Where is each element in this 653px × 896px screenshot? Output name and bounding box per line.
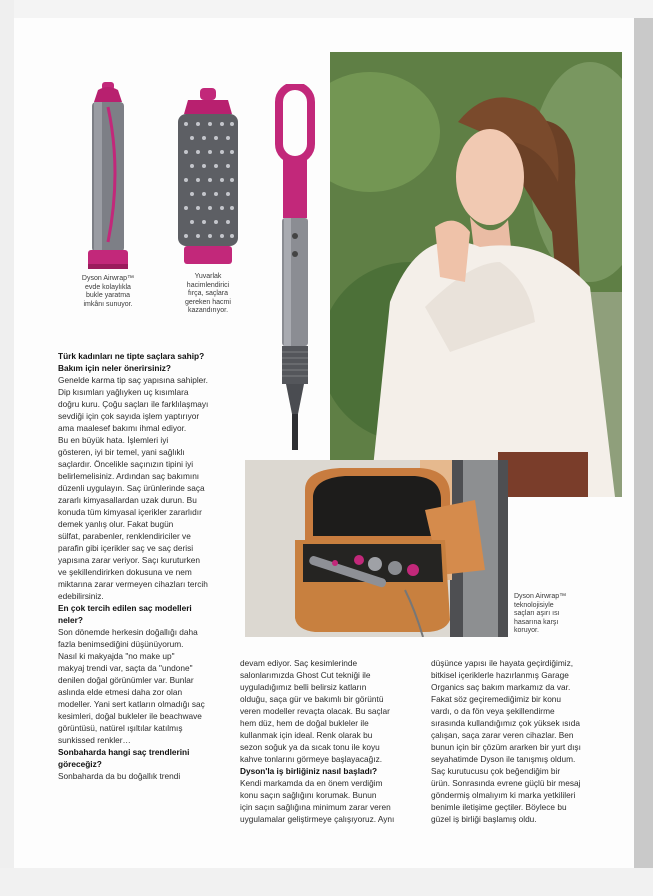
question-heading-line: neler?	[58, 615, 83, 625]
body-text-line: konu saçın sağlığını korumak. Bunun	[240, 790, 377, 800]
body-text-line: Kendi markamda da en önem verdiğim	[240, 778, 383, 788]
body-text-line: Son dönemde herkesin doğallığı daha	[58, 627, 198, 637]
body-text-line: olduğu, saça gür ve bakımlı bir görüntü	[240, 694, 384, 704]
body-text-line: uyguladığımız belli belirsiz katların	[240, 682, 367, 692]
question-heading-line: Sonbaharda hangi saç trendlerini	[58, 747, 190, 757]
body-text-line: uygulamalar geliştirmeye çalışıyoruz. Aynı	[240, 814, 395, 824]
body-text-line: için saçın sağlığına minimum zarar veren	[240, 802, 391, 812]
round-brush-image	[170, 88, 246, 268]
airwrap-caption: Dyson Airwrap™ evde kolaylıkla bukle yaratma imkânı sunuyor.	[81, 275, 135, 308]
body-text-line: konuda tüm kimyasal içerikler zararlıdır	[58, 507, 202, 517]
body-text-line: gösteren, iyi bir temel, yani sağlıklı	[58, 447, 185, 457]
body-text-line: denilen doğal görünümler var. Bunlar	[58, 675, 194, 685]
airwrap-barrel-image	[78, 82, 138, 272]
model-photo	[330, 52, 622, 497]
body-text-line: benimle iletişime geçtiler. Böylece bu	[431, 802, 567, 812]
body-text-line: düşünce yapısı ile hayata geçirdiğimiz,	[431, 658, 574, 668]
body-text-line: kesimleri, doğal bukleler ile beachwave	[58, 711, 202, 721]
body-text-line: seyahatimde Dyson ile tanışmış oldum.	[431, 754, 576, 764]
body-text-line: edebilirsiniz.	[58, 591, 104, 601]
question-heading-line: Dyson'la iş birliğiniz nasıl başladı?	[240, 766, 378, 776]
body-text-line: makyaj trendi var, saçta da "undone"	[58, 663, 193, 673]
question-heading-line: göreceğiz?	[58, 759, 102, 769]
body-text-line: düzenli uygulayın. Saç ürünlerinde saça	[58, 483, 205, 493]
body-text-line: kullanmak için ideal. Renk olarak bu	[240, 730, 373, 740]
body-text-line: güzel iş birliği başlamış oldu.	[431, 814, 537, 824]
body-text-line: Dip kısımları yağlıyken uç kısımlara	[58, 387, 189, 397]
body-text-line: göndermiş olmalıyım ki marka yetkilileri	[431, 790, 576, 800]
body-text-line: Organics saç bakım markamız da var.	[431, 682, 571, 692]
body-text-line: doğru kuru. Çoğu saçları ile farklılaşmayı	[58, 399, 209, 409]
body-text-line: sevdiği için çok sayıda işlem yaptırıyor	[58, 411, 200, 421]
body-text-line: kahve tonlarını görmeye başlayacağız.	[240, 754, 383, 764]
article-column-2	[240, 657, 420, 825]
body-text-line: Bu en büyük hata. İşlemleri iyi	[58, 435, 169, 445]
body-text-line: hem düz, hem de doğal bukleler ile	[240, 718, 369, 728]
body-text-line: belirlemelisiniz. Ardından saç bakımını	[58, 471, 200, 481]
body-text-line: sülfat, parabenler, renklendiriciler ve	[58, 531, 191, 541]
body-text-line: ama maalesef bakımı ihmal ediyor.	[58, 423, 187, 433]
scan-left-margin	[0, 0, 14, 896]
airwrap-case-photo	[245, 460, 508, 637]
brush-caption: Yuvarlak hacimlendirici fırça, saçlara gereken hacmi kazandırıyor.	[185, 273, 231, 314]
scan-bottom-margin	[0, 868, 653, 896]
body-text-line: bunun için bir çözüm ararken bir yurt dışı	[431, 742, 581, 752]
body-text-line: Fakat söz geçiremediğimiz bir konu	[431, 694, 562, 704]
body-text-line: sırasında kullandığımız çok yüksek ısıda	[431, 718, 580, 728]
body-text-line: saçlardır. Öncelikle saçınızın tipini iyi	[58, 459, 194, 469]
body-text-line: Genelde karma tip saç yapısına sahipler.	[58, 375, 208, 385]
airwrap-handle-image	[272, 84, 318, 454]
body-text-line: sezon soğuk ya da sıcak tonu ile koyu	[240, 742, 380, 752]
body-text-line: aslında elde etmesi daha zor olan	[58, 687, 183, 697]
body-text-line: çalışan, saça zarar veren cihazlar. Ben	[431, 730, 574, 740]
body-text-line: zararlı kimyasallardan uzak durun. Bu	[58, 495, 197, 505]
article-column-3	[431, 657, 621, 825]
body-text-line: ürün. Sonrasında evrene güçlü bir mesaj	[431, 778, 581, 788]
body-text-line: salonlarımızda Ghost Cut tekniği ile	[240, 670, 371, 680]
body-text-line: veren modeller revaçta olacak. Bu saçlar	[240, 706, 390, 716]
body-text-line: miktarına zarar vermeyen cihazları tercih	[58, 579, 208, 589]
body-text-line: demek yanlış olur. Fakat bugün	[58, 519, 174, 529]
body-text-line: modeller. Yani sert katların olmadığı saç	[58, 699, 205, 709]
body-text-line: Sonbaharda da bu doğallık trendi	[58, 771, 181, 781]
body-text-line: görüntüsü, natürel ışıltılar katılmış	[58, 723, 183, 733]
scan-top-margin	[0, 0, 653, 18]
body-text-line: devam ediyor. Saç kesimlerinde	[240, 658, 358, 668]
body-text-line: vardı, o da fön veya şekillendirme	[431, 706, 555, 716]
question-heading-line: Bakım için neler önerirsiniz?	[58, 363, 171, 373]
article-column-1	[58, 350, 243, 782]
body-text-line: Saç kurutucusu çok beğendiğim bir	[431, 766, 561, 776]
body-text-line: sunkissed renkler…	[58, 735, 131, 745]
body-text-line: bitkisel içeriklerle hazırlanmış Garage	[431, 670, 569, 680]
body-text-line: ve şekillendirirken dokusuna ve nem	[58, 567, 192, 577]
question-heading-line: Türk kadınları ne tipte saçlara sahip?	[58, 351, 205, 361]
body-text-line: Nasıl ki makyajda "no make up"	[58, 651, 175, 661]
body-text-line: fazla benimsediğini düşünüyorum.	[58, 639, 184, 649]
body-text-line: yapısına zarar veriyor. Saçı kuruturken	[58, 555, 201, 565]
question-heading-line: En çok tercih edilen saç modelleri	[58, 603, 192, 613]
case-caption: Dyson Airwrap™ teknolojisiyle saçları aşırı ısı hasarına karşı koruyor.	[514, 593, 567, 634]
body-text-line: parafin gibi içerikler saç ve saç derisi	[58, 543, 194, 553]
